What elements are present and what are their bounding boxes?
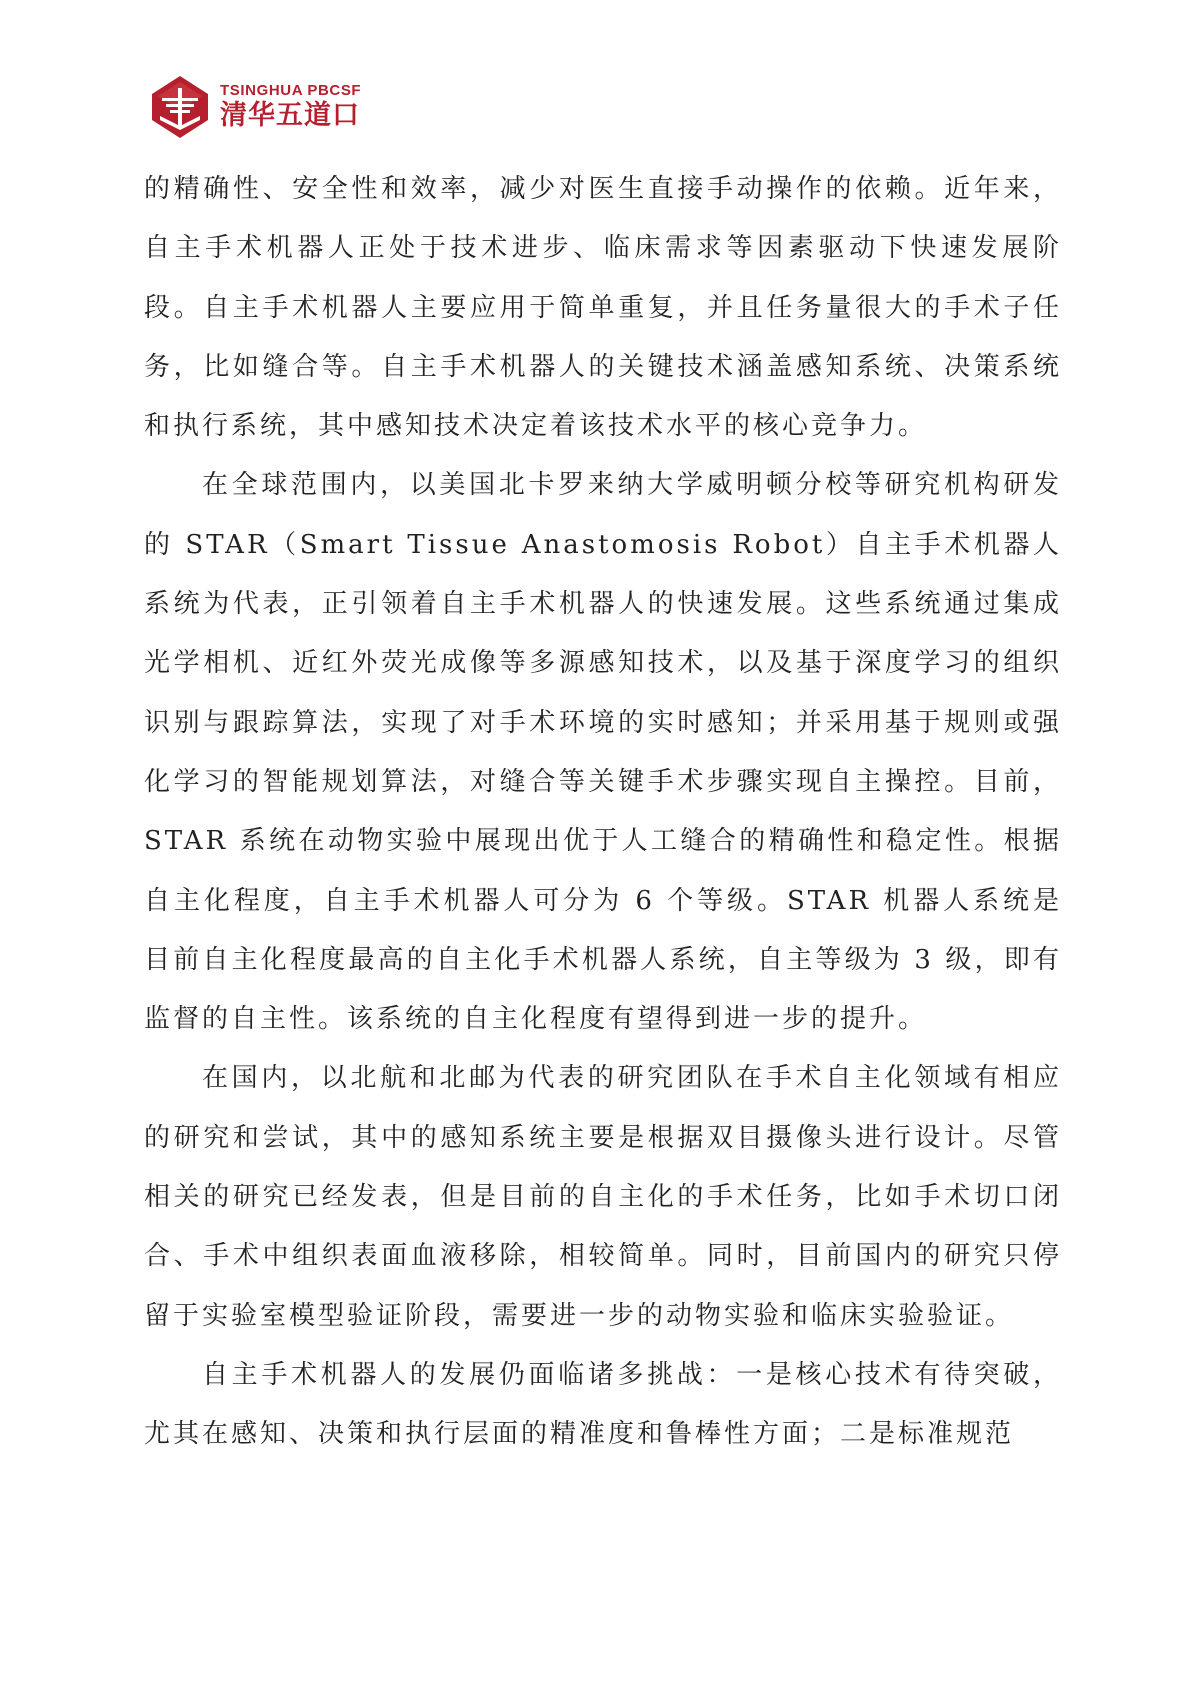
paragraph-1: 的精确性、安全性和效率，减少对医生直接手动操作的依赖。近年来，自主手术机器人正处于技术进步、临床需求等因素驱动下快速发展阶段。自主手术机器人主要应用于简单重复，并且任务量很大的手术子任务，比如缝合等。自主手术机器人的关键技术涵盖感知系统、决策系统和执行系统，其中感知技术决定着该技术水平的核心竞争力。 — [144, 174, 1062, 442]
document-body — [144, 160, 1062, 1465]
paragraph-2: 在全球范围内，以美国北卡罗来纳大学威明顿分校等研究机构研发的 STAR（Smart Tissue Anastomosis Robot）自主手术机器人系统为代表，正引领着自主手术机器人的快速发展。这些系统通过集成光学相机、近红外荧光成像等多源感知技术，以及基于深度学习的组织识别与跟踪算法，实现了对手术环境的实时感知；并采用基于规则或强化学习的智能规划算法，对缝合等关键手术步骤实现自主操控。目前，STAR 系统在动物实验中展现出优于人工缝合的精确性和稳定性。根据自主化程度，自主手术机器人可分为 6 个等级。STAR 机器人系统是目前自主化程度最高的自主化手术机器人系统，自主等级为 3 级，即有监督的自主性。该系统的自主化程度有望得到进一步的提升。 — [144, 470, 1062, 1035]
logo-text — [220, 82, 361, 132]
paragraph-4: 自主手术机器人的发展仍面临诸多挑战：一是核心技术有待突破，尤其在感知、决策和执行层面的精准度和鲁棒性方面；二是标准规范 — [144, 1359, 1062, 1450]
header-logo — [150, 74, 361, 140]
logo-chinese-name: 清华五道口 — [220, 100, 360, 131]
logo-english-name: TSINGHUA PBCSF — [220, 82, 362, 99]
paragraph-3: 在国内，以北航和北邮为代表的研究团队在手术自主化领域有相应的研究和尝试，其中的感知系统主要是根据双目摄像头进行设计。尽管相关的研究已经发表，但是目前的自主化的手术任务，比如手术切口闭合、手术中组织表面血液移除，相较简单。同时，目前国内的研究只停留于实验室模型验证阶段，需要进一步的动物实验和临床实验验证。 — [144, 1063, 1062, 1331]
tsinghua-logo-icon — [150, 74, 210, 140]
